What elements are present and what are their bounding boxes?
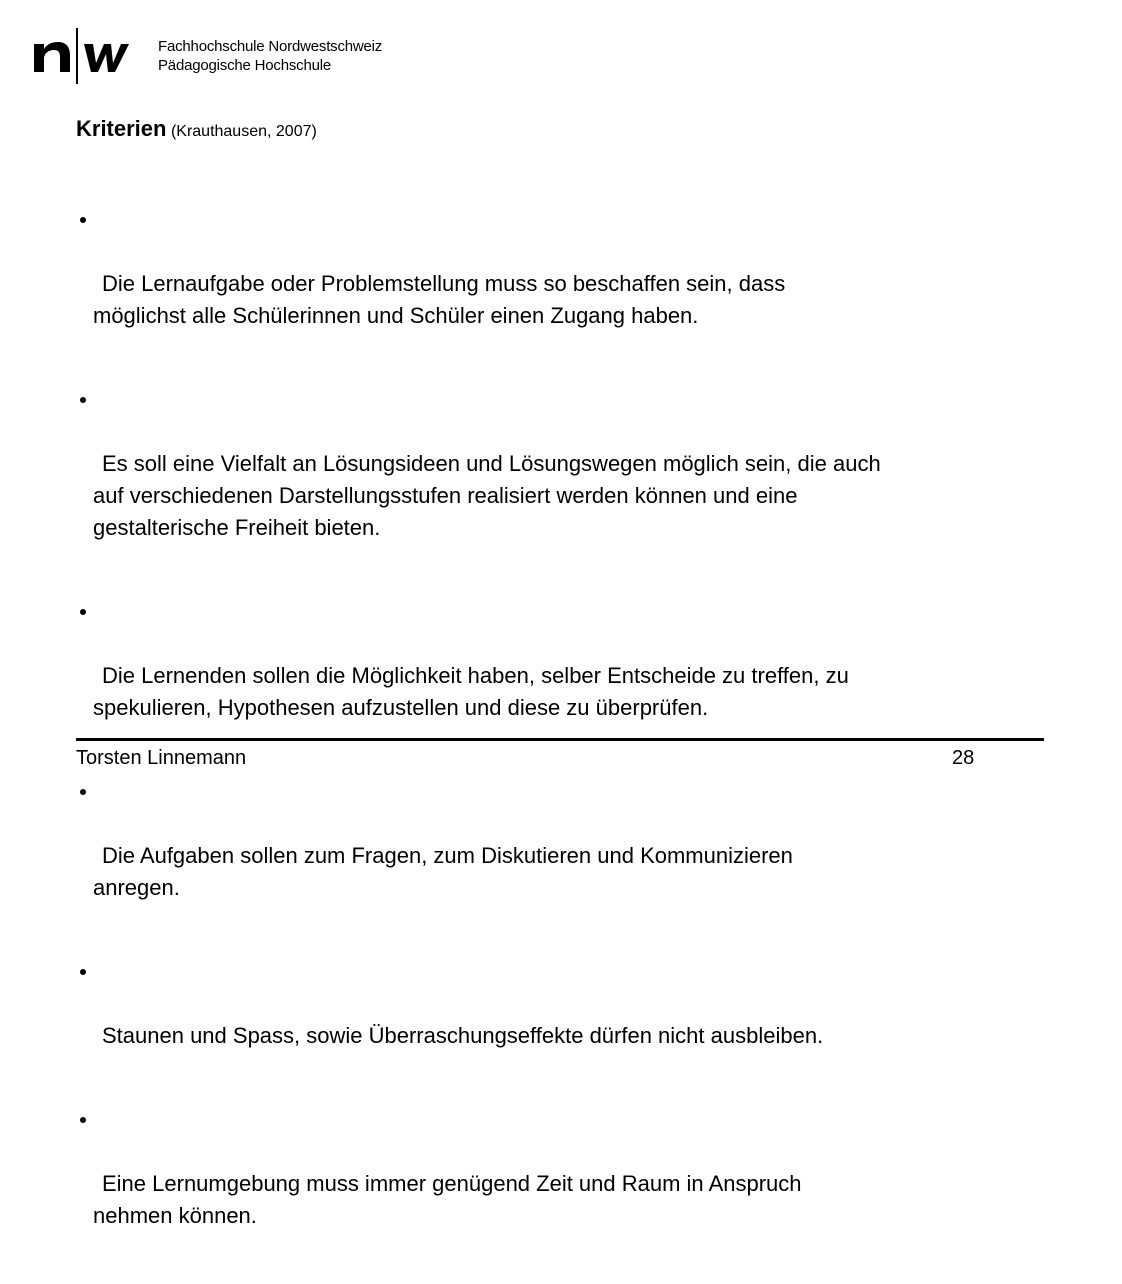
nw-logo-mark [32,28,142,84]
slide-title [76,116,317,142]
criteria-item [80,956,1070,1084]
organization-line-1: Fachhochschule Nordwestschweiz [158,38,383,55]
fhnw-logo [32,28,432,88]
bullet-icon [80,1117,86,1123]
bullet-icon [80,397,86,403]
criteria-item [80,384,1070,576]
criteria-item-text: Die Lernenden sollen die Möglichkeit haben, selber Entscheide zu treffen, zu spekulieren, Hypothesen aufzustellen und diese zu überprüfen. [93,663,849,720]
criteria-item-text: Die Lernaufgabe oder Problemstellung muss so beschaffen sein, dass möglichst alle Schülerinnen und Schüler einen Zugang haben. [93,271,786,328]
organization-name [158,37,382,75]
organization-line-2: Pädagogische Hochschule [158,57,332,74]
criteria-item [80,1104,1070,1264]
footer-author: Torsten Linnemann [76,747,247,769]
page-number: 28 [952,747,975,769]
criteria-item-text: Staunen und Spass, sowie Überraschungseffekte dürfen nicht ausbleiben. [102,1023,824,1048]
bullet-icon [80,217,86,223]
slide-title-main: Kriterien [76,116,167,141]
criteria-item-text: Die Aufgaben sollen zum Fragen, zum Diskutieren und Kommunizieren anregen. [93,843,793,900]
criteria-item-text: Es soll eine Vielfalt an Lösungsideen und Lösungswegen möglich sein, die auch auf verschiedenen Darstellungsstufen realisiert werden können und eine gestalterische Freiheit bieten. [93,451,881,540]
bullet-icon [80,969,86,975]
footer-divider [76,738,1044,741]
bullet-icon [80,609,86,615]
bullet-icon [80,789,86,795]
criteria-list [80,204,1070,1284]
criteria-item-text: Eine Lernumgebung muss immer genügend Zeit und Raum in Anspruch nehmen können. [93,1171,802,1228]
slide-title-source: (Krauthausen, 2007) [170,123,317,140]
criteria-item [80,596,1070,756]
criteria-item [80,204,1070,364]
criteria-item [80,776,1070,936]
